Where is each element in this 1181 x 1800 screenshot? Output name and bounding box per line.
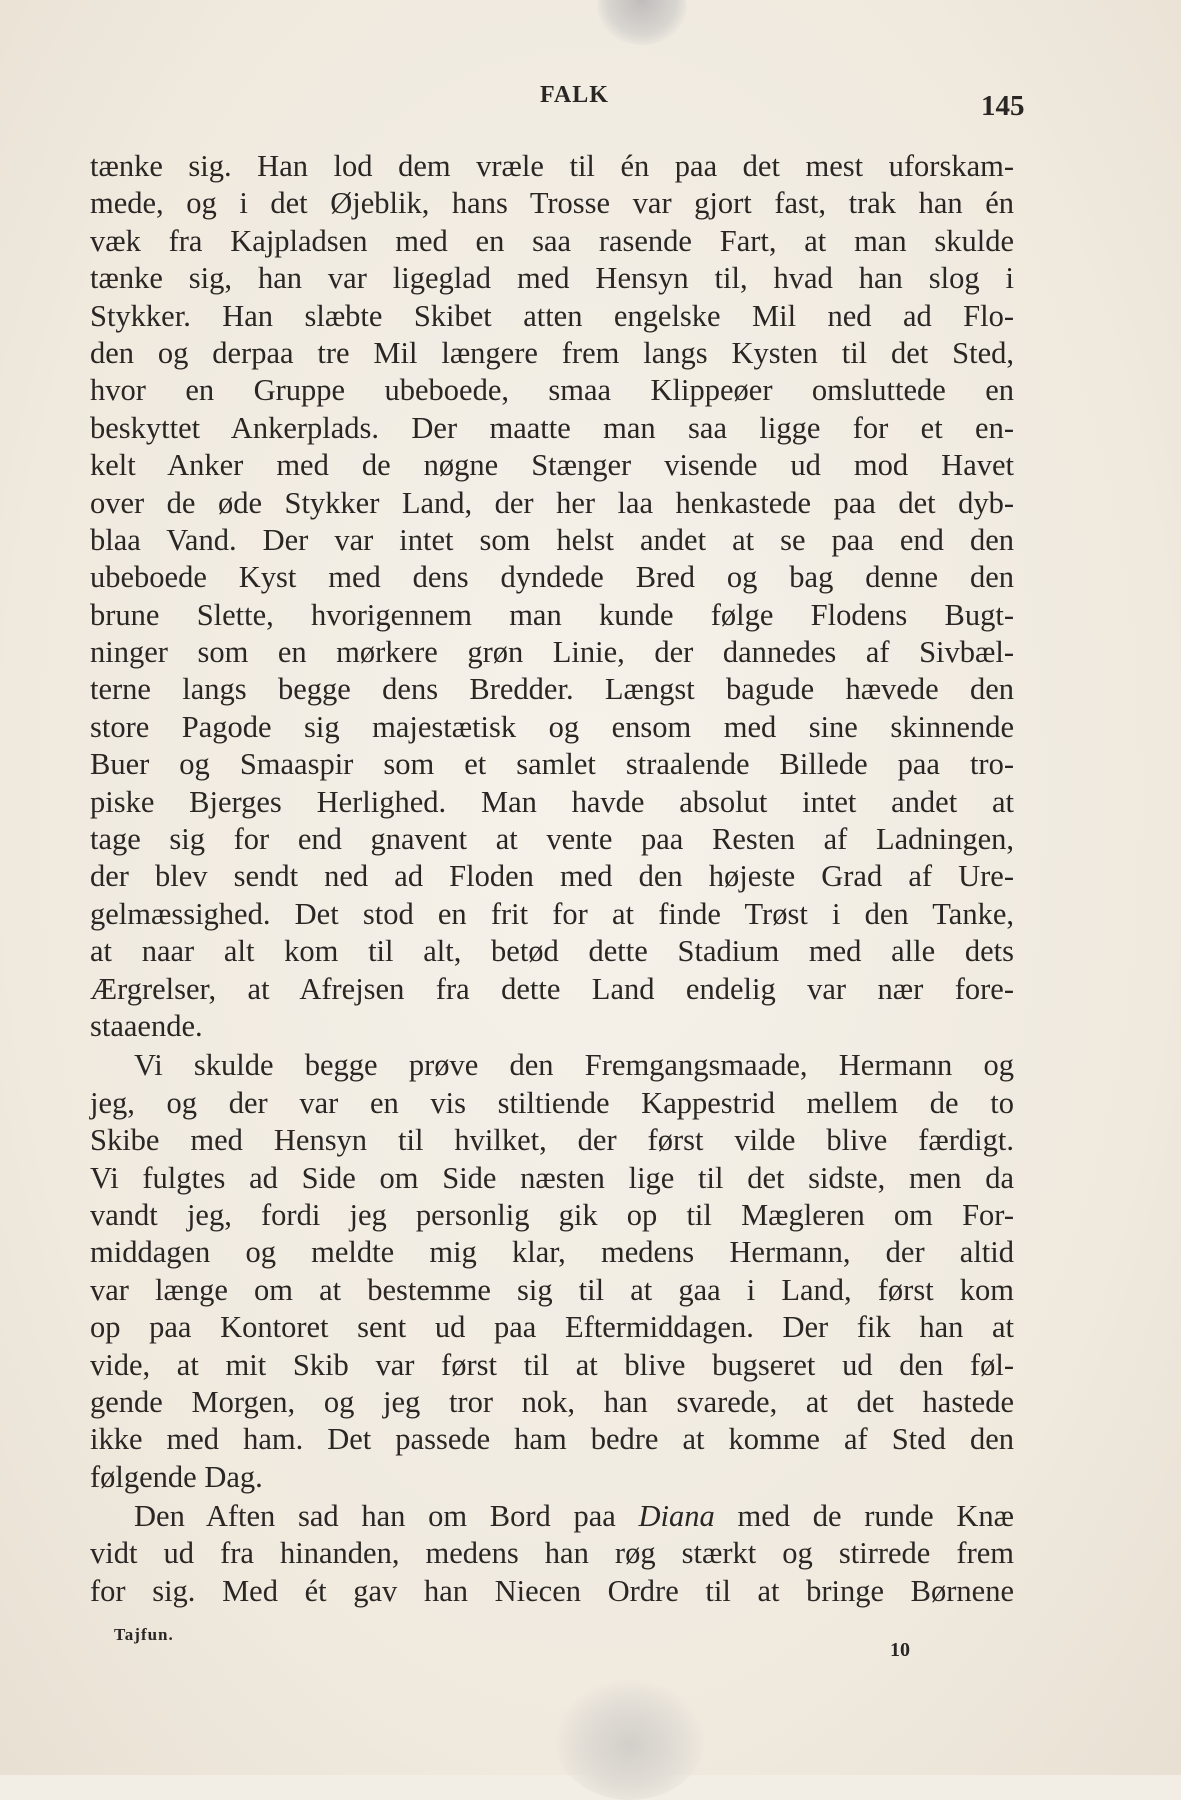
- text-line: den og derpaa tre Mil længere frem langs Kysten til det Sted,: [90, 335, 1014, 370]
- text-line: der blev sendt ned ad Floden med den højeste Grad af Ure-: [90, 859, 1014, 894]
- binding-shadow-top: [597, 0, 687, 45]
- text-line: store Pagode sig majestætisk og ensom med sine skinnende: [90, 709, 1014, 744]
- text-line: tage sig for end gnavent at vente paa Resten af Ladningen,: [90, 822, 1014, 857]
- running-title: FALK: [540, 82, 609, 108]
- text-line: for sig. Med ét gav han Niecen Ordre til at bringe Børnene: [90, 1573, 1014, 1608]
- text-line: kelt Anker med de nøgne Stænger visende ud mod Havet: [90, 448, 1014, 483]
- text-line: ubeboede Kyst med dens dyndede Bred og bag denne den: [90, 560, 1014, 595]
- body-text: [90, 148, 1014, 1610]
- text-line: Buer og Smaaspir som et samlet straalende Billede paa tro-: [90, 747, 1014, 782]
- text-line: piske Bjerges Herlighed. Man havde absolut intet andet at: [90, 784, 1014, 819]
- text-line: Stykker. Han slæbte Skibet atten engelske Mil ned ad Flo-: [90, 298, 1014, 333]
- text-line: tænke sig, han var ligeglad med Hensyn til, hvad han slog i: [90, 261, 1014, 296]
- text-line: vidt ud fra hinanden, medens han røg stærkt og stirrede frem: [90, 1536, 1014, 1571]
- page-footer: [0, 1625, 1181, 1665]
- paragraph: [90, 1047, 1014, 1496]
- text-line: gelmæssighed. Det stod en frit for at finde Trøst i den Tanke,: [90, 896, 1014, 931]
- text-line: Ærgrelser, at Afrejsen fra dette Land endelig var nær fore-: [90, 971, 1014, 1006]
- text-line: beskyttet Ankerplads. Der maatte man saa ligge for et en-: [90, 410, 1014, 445]
- text-line: Den Aften sad han om Bord paa Diana med de runde Knæ: [134, 1499, 1014, 1534]
- text-line: over de øde Stykker Land, der her laa henkastede paa det dyb-: [90, 485, 1014, 520]
- text-line: jeg, og der var en vis stiltiende Kappestrid mellem de to: [90, 1085, 1014, 1120]
- text-line: Skibe med Hensyn til hvilket, der først vilde blive færdigt.: [90, 1123, 1014, 1158]
- paragraph: [90, 1498, 1014, 1610]
- text-line: var længe om at bestemme sig til at gaa i Land, først kom: [90, 1272, 1014, 1307]
- text-line: staaende.: [90, 1008, 203, 1043]
- text-line: Vi fulgtes ad Side om Side næsten lige til det sidste, men da: [90, 1160, 1014, 1195]
- text-line: blaa Vand. Der var intet som helst andet at se paa end den: [90, 522, 1014, 557]
- text-line: Vi skulde begge prøve den Fremgangsmaade, Hermann og: [134, 1048, 1014, 1083]
- paragraph: [90, 148, 1014, 1045]
- text-line: brune Slette, hvorigennem man kunde følge Flodens Bugt-: [90, 597, 1014, 632]
- text-line: tænke sig. Han lod dem vræle til én paa det mest uforskam-: [90, 149, 1014, 183]
- running-header: [0, 82, 1181, 122]
- text-line: hvor en Gruppe ubeboede, smaa Klippeøer omsluttede en: [90, 373, 1014, 408]
- text-line: middagen og meldte mig klar, medens Hermann, der altid: [90, 1235, 1014, 1270]
- page-number: 145: [981, 90, 1025, 122]
- text-line: op paa Kontoret sent ud paa Eftermiddagen. Der fik han at: [90, 1310, 1014, 1345]
- ship-name: Diana: [638, 1499, 715, 1534]
- text-line: ninger som en mørkere grøn Linie, der dannedes af Sivbæl-: [90, 635, 1014, 670]
- text-line: at naar alt kom til alt, betød dette Stadium med alle dets: [90, 934, 1014, 969]
- text-line: væk fra Kajpladsen med en saa rasende Fart, at man skulde: [90, 223, 1014, 258]
- binding-shadow-bottom: [555, 1680, 705, 1800]
- text-line: ikke med ham. Det passede ham bedre at komme af Sted den: [90, 1422, 1014, 1457]
- text-line: terne langs begge dens Bredder. Længst bagude hævede den: [90, 672, 1014, 707]
- signature-mark: Tajfun.: [114, 1625, 174, 1644]
- sheet-number: 10: [890, 1639, 910, 1661]
- text-line: følgende Dag.: [90, 1459, 263, 1494]
- text-line: mede, og i det Øjeblik, hans Trosse var gjort fast, trak han én: [90, 186, 1014, 221]
- text-line: gende Morgen, og jeg tror nok, han svarede, at det hastede: [90, 1384, 1014, 1419]
- text-line: vide, at mit Skib var først til at blive bugseret ud den føl-: [90, 1347, 1014, 1382]
- text-line: vandt jeg, fordi jeg personlig gik op til Mægleren om For-: [90, 1197, 1014, 1232]
